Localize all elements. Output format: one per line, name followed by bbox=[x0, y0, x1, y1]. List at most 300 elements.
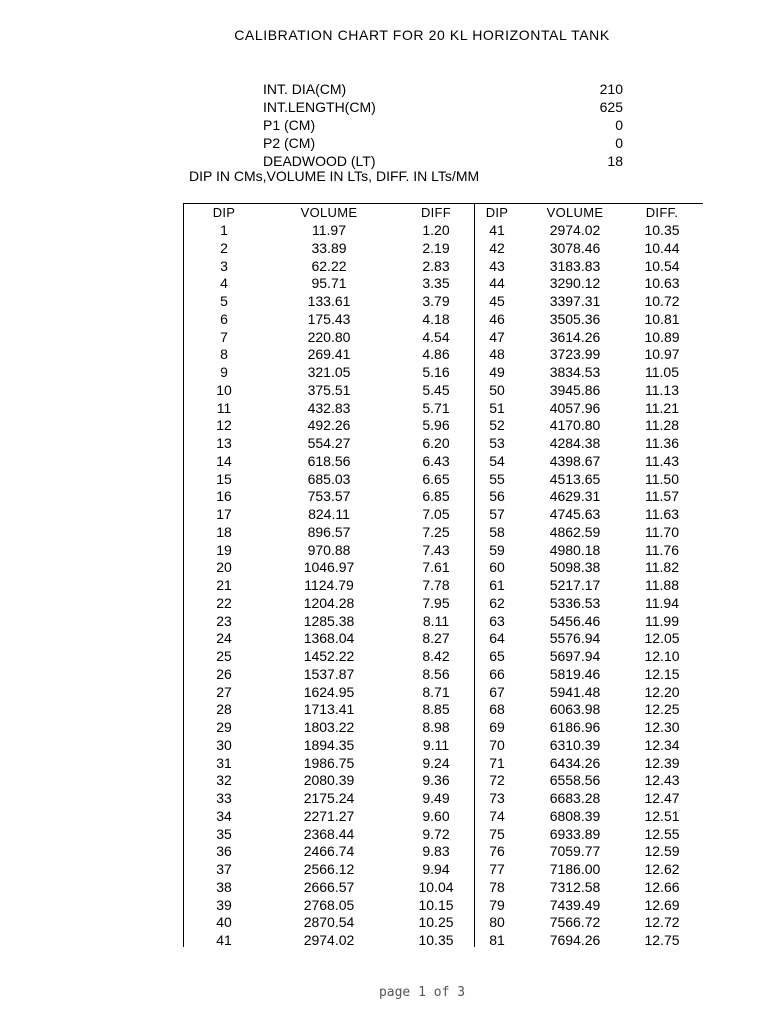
cell-diff-left: 6.85 bbox=[422, 488, 450, 505]
cell-volume-left: 269.41 bbox=[307, 346, 351, 363]
cell-dip-left: 13 bbox=[216, 435, 232, 451]
table-row bbox=[0, 647, 768, 665]
cell-volume-right: 4745.63 bbox=[549, 506, 601, 522]
cell-dip-left: 12 bbox=[216, 417, 232, 434]
cell-diff-right: 12.55 bbox=[644, 825, 680, 842]
cell-dip-left: 6 bbox=[220, 310, 228, 327]
table-row bbox=[0, 381, 768, 399]
cell-dip-left: 1 bbox=[220, 222, 228, 238]
cell-diff-right: 10.54 bbox=[644, 257, 680, 274]
cell-diff-left: 5.16 bbox=[422, 364, 450, 380]
cell-diff-left: 8.85 bbox=[422, 701, 450, 718]
cell-dip-right: 50 bbox=[489, 381, 505, 398]
cell-volume-right: 5697.94 bbox=[549, 648, 601, 664]
cell-diff-left: 9.36 bbox=[422, 772, 450, 789]
cell-dip-left: 10 bbox=[216, 381, 232, 398]
page-title: CALIBRATION CHART FOR 20 KL HORIZONTAL TANK bbox=[234, 27, 610, 43]
cell-volume-right: 7312.58 bbox=[549, 878, 601, 895]
table-row bbox=[0, 470, 768, 488]
header-dip-right: DIP bbox=[485, 205, 509, 220]
cell-volume-left: 1986.75 bbox=[303, 754, 355, 771]
cell-diff-left: 5.96 bbox=[422, 417, 450, 434]
cell-volume-right: 3397.31 bbox=[549, 293, 601, 309]
cell-volume-right: 3078.46 bbox=[549, 239, 601, 256]
table-row bbox=[0, 416, 768, 434]
cell-dip-right: 61 bbox=[489, 577, 505, 593]
cell-diff-right: 12.34 bbox=[644, 736, 680, 753]
cell-volume-left: 1046.97 bbox=[303, 559, 355, 576]
cell-volume-right: 7439.49 bbox=[549, 896, 601, 913]
cell-diff-right: 10.63 bbox=[644, 275, 680, 292]
table-row bbox=[0, 274, 768, 292]
table-row bbox=[0, 629, 768, 647]
table-row bbox=[0, 860, 768, 878]
table-row bbox=[0, 825, 768, 843]
cell-volume-left: 1713.41 bbox=[303, 701, 355, 718]
cell-dip-right: 49 bbox=[489, 364, 505, 380]
cell-diff-right: 12.30 bbox=[644, 719, 680, 735]
cell-volume-left: 554.27 bbox=[307, 435, 351, 451]
cell-volume-right: 5217.17 bbox=[549, 577, 601, 593]
cell-dip-right: 59 bbox=[489, 541, 505, 558]
parameter-value: 18 bbox=[607, 153, 623, 169]
table-row bbox=[0, 328, 768, 346]
cell-dip-right: 43 bbox=[489, 257, 505, 274]
cell-dip-right: 68 bbox=[489, 701, 505, 718]
cell-diff-right: 11.94 bbox=[645, 594, 679, 611]
cell-volume-left: 11.97 bbox=[312, 222, 346, 238]
cell-diff-left: 9.49 bbox=[422, 790, 450, 806]
cell-dip-right: 56 bbox=[489, 488, 505, 505]
cell-diff-right: 12.15 bbox=[644, 665, 680, 682]
cell-volume-right: 4629.31 bbox=[549, 488, 601, 505]
cell-diff-left: 2.19 bbox=[422, 239, 450, 256]
table-row bbox=[0, 399, 768, 417]
cell-diff-left: 4.18 bbox=[422, 310, 450, 327]
cell-volume-left: 220.80 bbox=[307, 328, 351, 345]
cell-dip-left: 4 bbox=[220, 275, 228, 292]
cell-dip-left: 8 bbox=[220, 346, 228, 363]
cell-dip-left: 14 bbox=[216, 452, 232, 469]
cell-volume-left: 2974.02 bbox=[303, 932, 355, 948]
table-row bbox=[0, 807, 768, 825]
table-row bbox=[0, 434, 768, 452]
header-volume-left: VOLUME bbox=[300, 205, 358, 220]
cell-diff-right: 12.39 bbox=[644, 754, 680, 771]
cell-dip-right: 52 bbox=[489, 417, 505, 434]
parameter-value: 210 bbox=[599, 81, 623, 97]
cell-dip-left: 36 bbox=[216, 843, 232, 860]
cell-volume-left: 1803.22 bbox=[303, 719, 355, 735]
table-row bbox=[0, 292, 768, 310]
table-row bbox=[0, 239, 768, 257]
cell-volume-right: 7059.77 bbox=[549, 843, 601, 860]
page-footer: page 1 of 3 bbox=[378, 985, 466, 1000]
cell-dip-right: 41 bbox=[489, 222, 505, 238]
cell-volume-left: 970.88 bbox=[307, 541, 351, 558]
cell-dip-left: 3 bbox=[220, 257, 228, 274]
cell-diff-left: 8.71 bbox=[422, 683, 450, 700]
cell-dip-right: 79 bbox=[489, 896, 505, 913]
parameter-value: 0 bbox=[615, 117, 623, 133]
parameter-row bbox=[263, 98, 623, 116]
table-row bbox=[0, 310, 768, 328]
cell-volume-left: 753.57 bbox=[307, 488, 351, 505]
table-row bbox=[0, 842, 768, 860]
cell-diff-left: 9.11 bbox=[422, 736, 450, 753]
cell-volume-right: 6683.28 bbox=[549, 790, 601, 806]
cell-dip-right: 62 bbox=[489, 594, 505, 611]
cell-dip-right: 77 bbox=[489, 861, 505, 877]
cell-dip-left: 32 bbox=[216, 772, 232, 789]
cell-dip-right: 54 bbox=[489, 452, 505, 469]
cell-volume-right: 7566.72 bbox=[549, 914, 601, 931]
cell-diff-right: 12.72 bbox=[644, 914, 680, 931]
cell-dip-right: 66 bbox=[489, 665, 505, 682]
cell-dip-left: 7 bbox=[220, 328, 228, 345]
cell-diff-left: 1.20 bbox=[422, 222, 450, 238]
cell-volume-right: 5098.38 bbox=[549, 559, 601, 576]
cell-volume-left: 2566.12 bbox=[303, 861, 355, 877]
cell-diff-right: 12.69 bbox=[644, 896, 680, 913]
cell-dip-left: 40 bbox=[216, 914, 232, 931]
table-row bbox=[0, 523, 768, 541]
cell-volume-right: 4057.96 bbox=[549, 399, 601, 416]
cell-volume-left: 1894.35 bbox=[303, 736, 355, 753]
cell-volume-right: 6933.89 bbox=[549, 825, 601, 842]
cell-diff-left: 3.79 bbox=[422, 293, 450, 309]
cell-diff-right: 11.63 bbox=[645, 506, 679, 522]
table-row bbox=[0, 505, 768, 523]
parameter-row bbox=[263, 80, 623, 98]
cell-volume-right: 6808.39 bbox=[549, 807, 601, 824]
cell-diff-left: 8.56 bbox=[422, 665, 450, 682]
cell-dip-left: 16 bbox=[216, 488, 232, 505]
cell-diff-left: 8.42 bbox=[422, 648, 450, 664]
cell-dip-right: 67 bbox=[489, 683, 505, 700]
cell-dip-right: 46 bbox=[489, 310, 505, 327]
cell-diff-left: 10.15 bbox=[418, 896, 454, 913]
cell-volume-left: 1285.38 bbox=[303, 612, 355, 629]
cell-dip-left: 11 bbox=[216, 399, 232, 416]
cell-diff-right: 12.20 bbox=[644, 683, 680, 700]
cell-volume-right: 6063.98 bbox=[549, 701, 601, 718]
cell-diff-left: 9.60 bbox=[422, 807, 450, 824]
parameter-value: 0 bbox=[615, 135, 623, 151]
cell-dip-left: 9 bbox=[220, 364, 228, 380]
cell-diff-left: 5.71 bbox=[422, 399, 450, 416]
cell-volume-right: 5941.48 bbox=[549, 683, 601, 700]
cell-diff-right: 11.28 bbox=[645, 417, 679, 434]
cell-dip-left: 20 bbox=[216, 559, 232, 576]
table-row bbox=[0, 931, 768, 949]
cell-dip-left: 39 bbox=[216, 896, 232, 913]
cell-volume-right: 3614.26 bbox=[549, 328, 601, 345]
cell-dip-right: 47 bbox=[489, 328, 505, 345]
parameter-row bbox=[263, 116, 623, 134]
cell-diff-right: 12.10 bbox=[644, 648, 680, 664]
table-row bbox=[0, 558, 768, 576]
cell-volume-right: 5336.53 bbox=[549, 594, 601, 611]
cell-diff-right: 12.47 bbox=[644, 790, 680, 806]
cell-dip-left: 21 bbox=[216, 577, 232, 593]
cell-dip-right: 78 bbox=[489, 878, 505, 895]
cell-diff-right: 11.76 bbox=[645, 541, 679, 558]
table-row bbox=[0, 257, 768, 275]
cell-volume-left: 2666.57 bbox=[303, 878, 355, 895]
cell-dip-left: 26 bbox=[216, 665, 232, 682]
cell-volume-right: 4170.80 bbox=[549, 417, 601, 434]
table-row bbox=[0, 789, 768, 807]
cell-dip-right: 60 bbox=[489, 559, 505, 576]
table-row bbox=[0, 718, 768, 736]
parameter-value: 625 bbox=[599, 99, 623, 115]
cell-diff-right: 11.43 bbox=[645, 452, 679, 469]
table-row bbox=[0, 345, 768, 363]
parameter-label: DEADWOOD (LT) bbox=[263, 153, 376, 169]
units-note: DIP IN CMs,VOLUME IN LTs, DIFF. IN LTs/MM bbox=[189, 168, 480, 184]
cell-diff-right: 12.43 bbox=[644, 772, 680, 789]
cell-dip-right: 73 bbox=[489, 790, 505, 806]
cell-volume-left: 1452.22 bbox=[303, 648, 355, 664]
cell-diff-left: 10.35 bbox=[418, 932, 454, 948]
table-top-rule bbox=[183, 203, 703, 204]
cell-dip-right: 44 bbox=[489, 275, 505, 292]
cell-volume-left: 492.26 bbox=[307, 417, 351, 434]
cell-volume-left: 33.89 bbox=[311, 239, 347, 256]
cell-diff-right: 10.72 bbox=[644, 293, 680, 309]
cell-diff-left: 4.54 bbox=[422, 328, 450, 345]
cell-volume-left: 1124.79 bbox=[304, 577, 354, 593]
cell-diff-left: 7.61 bbox=[422, 559, 450, 576]
header-volume-right: VOLUME bbox=[546, 205, 604, 220]
cell-volume-left: 375.51 bbox=[307, 381, 351, 398]
cell-volume-left: 824.11 bbox=[308, 506, 350, 522]
cell-dip-left: 22 bbox=[216, 594, 232, 611]
parameter-label: P2 (CM) bbox=[263, 135, 316, 151]
cell-volume-right: 3183.83 bbox=[549, 257, 601, 274]
cell-volume-right: 3723.99 bbox=[549, 346, 601, 363]
cell-dip-left: 18 bbox=[216, 523, 232, 540]
cell-diff-right: 12.75 bbox=[644, 932, 680, 948]
cell-diff-left: 6.20 bbox=[422, 435, 450, 451]
cell-volume-right: 7694.26 bbox=[549, 932, 601, 948]
cell-dip-right: 63 bbox=[489, 612, 505, 629]
cell-volume-right: 4862.59 bbox=[549, 523, 601, 540]
cell-volume-right: 3505.36 bbox=[549, 310, 601, 327]
parameter-row bbox=[263, 134, 623, 152]
table-row bbox=[0, 913, 768, 931]
cell-volume-right: 6558.56 bbox=[549, 772, 601, 789]
cell-dip-left: 34 bbox=[216, 807, 232, 824]
table-row bbox=[0, 541, 768, 559]
parameter-label: P1 (CM) bbox=[263, 117, 316, 133]
cell-dip-left: 17 bbox=[216, 506, 232, 522]
cell-diff-right: 10.97 bbox=[644, 346, 680, 363]
cell-diff-right: 12.66 bbox=[644, 878, 680, 895]
cell-volume-left: 2175.24 bbox=[303, 790, 355, 806]
cell-dip-right: 48 bbox=[489, 346, 505, 363]
cell-diff-left: 7.95 bbox=[422, 594, 450, 611]
cell-diff-right: 10.35 bbox=[644, 222, 680, 238]
cell-diff-right: 11.99 bbox=[645, 612, 679, 629]
table-row bbox=[0, 221, 768, 239]
header-diff-left: DIFF bbox=[420, 205, 452, 220]
cell-dip-left: 25 bbox=[216, 648, 232, 664]
cell-dip-right: 57 bbox=[489, 506, 505, 522]
cell-diff-right: 11.82 bbox=[645, 559, 679, 576]
cell-volume-left: 2466.74 bbox=[303, 843, 355, 860]
cell-diff-right: 11.50 bbox=[645, 470, 679, 487]
cell-diff-left: 7.43 bbox=[422, 541, 450, 558]
cell-diff-right: 11.57 bbox=[645, 488, 679, 505]
cell-dip-left: 29 bbox=[216, 719, 232, 735]
table-row bbox=[0, 594, 768, 612]
cell-dip-right: 71 bbox=[489, 754, 505, 771]
cell-volume-right: 5576.94 bbox=[549, 630, 601, 647]
cell-diff-right: 12.05 bbox=[644, 630, 680, 647]
cell-volume-left: 618.56 bbox=[307, 452, 351, 469]
cell-volume-right: 5819.46 bbox=[549, 665, 601, 682]
cell-dip-right: 81 bbox=[489, 932, 505, 948]
table-row bbox=[0, 736, 768, 754]
cell-dip-right: 76 bbox=[489, 843, 505, 860]
cell-dip-left: 19 bbox=[216, 541, 232, 558]
cell-volume-left: 1624.95 bbox=[303, 683, 355, 700]
cell-diff-right: 11.70 bbox=[645, 523, 679, 540]
cell-dip-right: 64 bbox=[489, 630, 505, 647]
cell-volume-right: 7186.00 bbox=[549, 861, 601, 877]
cell-diff-right: 11.36 bbox=[645, 435, 679, 451]
cell-dip-right: 55 bbox=[489, 470, 505, 487]
cell-diff-left: 10.25 bbox=[418, 914, 454, 931]
table-row bbox=[0, 612, 768, 630]
cell-volume-left: 175.43 bbox=[307, 310, 351, 327]
parameter-label: INT. DIA(CM) bbox=[263, 81, 347, 97]
cell-diff-right: 11.88 bbox=[645, 577, 679, 593]
table-row bbox=[0, 452, 768, 470]
cell-diff-right: 12.62 bbox=[644, 861, 680, 877]
cell-diff-right: 10.44 bbox=[644, 239, 680, 256]
cell-dip-right: 69 bbox=[489, 719, 505, 735]
cell-diff-left: 8.98 bbox=[422, 719, 450, 735]
cell-diff-left: 8.11 bbox=[422, 612, 450, 629]
cell-diff-left: 7.05 bbox=[422, 506, 450, 522]
cell-volume-left: 432.83 bbox=[307, 399, 351, 416]
cell-dip-right: 58 bbox=[489, 523, 505, 540]
cell-dip-left: 30 bbox=[216, 736, 232, 753]
header-dip-left: DIP bbox=[212, 205, 236, 220]
cell-volume-left: 321.05 bbox=[307, 364, 351, 380]
cell-dip-left: 35 bbox=[216, 825, 232, 842]
cell-diff-right: 12.59 bbox=[644, 843, 680, 860]
cell-volume-left: 2768.05 bbox=[303, 896, 355, 913]
cell-dip-left: 5 bbox=[220, 293, 228, 309]
cell-volume-right: 3945.86 bbox=[549, 381, 601, 398]
cell-dip-left: 28 bbox=[216, 701, 232, 718]
cell-dip-right: 70 bbox=[489, 736, 505, 753]
header-diff-right: DIFF. bbox=[645, 205, 679, 220]
cell-diff-left: 6.65 bbox=[422, 470, 450, 487]
cell-dip-left: 38 bbox=[216, 878, 232, 895]
cell-volume-right: 6310.39 bbox=[549, 736, 601, 753]
cell-dip-right: 53 bbox=[489, 435, 505, 451]
cell-dip-left: 41 bbox=[216, 932, 232, 948]
cell-dip-right: 42 bbox=[489, 239, 505, 256]
cell-volume-right: 6434.26 bbox=[549, 754, 601, 771]
cell-dip-left: 23 bbox=[216, 612, 232, 629]
cell-dip-right: 45 bbox=[489, 293, 505, 309]
cell-diff-right: 12.51 bbox=[644, 807, 680, 824]
cell-diff-right: 12.25 bbox=[644, 701, 680, 718]
cell-dip-left: 24 bbox=[216, 630, 232, 647]
parameter-label: INT.LENGTH(CM) bbox=[263, 99, 376, 115]
table-row bbox=[0, 665, 768, 683]
cell-volume-right: 4398.67 bbox=[549, 452, 601, 469]
table-row bbox=[0, 878, 768, 896]
table-row bbox=[0, 896, 768, 914]
cell-volume-right: 3290.12 bbox=[549, 275, 601, 292]
cell-volume-right: 2974.02 bbox=[549, 222, 601, 238]
cell-dip-right: 51 bbox=[489, 399, 505, 416]
cell-dip-right: 74 bbox=[489, 807, 505, 824]
cell-volume-left: 2870.54 bbox=[303, 914, 355, 931]
cell-diff-left: 6.43 bbox=[422, 452, 450, 469]
cell-volume-left: 62.22 bbox=[311, 257, 347, 274]
cell-volume-left: 2080.39 bbox=[303, 772, 355, 789]
cell-volume-right: 6186.96 bbox=[549, 719, 601, 735]
cell-volume-left: 896.57 bbox=[307, 523, 351, 540]
cell-diff-left: 7.25 bbox=[422, 523, 450, 540]
cell-diff-left: 7.78 bbox=[422, 577, 450, 593]
cell-diff-right: 11.13 bbox=[645, 381, 679, 398]
table-row bbox=[0, 754, 768, 772]
cell-diff-left: 9.83 bbox=[422, 843, 450, 860]
cell-volume-right: 4980.18 bbox=[549, 541, 601, 558]
cell-diff-right: 11.05 bbox=[645, 364, 679, 380]
cell-dip-left: 33 bbox=[216, 790, 232, 806]
cell-diff-left: 3.35 bbox=[422, 275, 450, 292]
cell-diff-right: 10.81 bbox=[644, 310, 680, 327]
cell-volume-left: 133.61 bbox=[307, 293, 351, 309]
cell-dip-right: 65 bbox=[489, 648, 505, 664]
cell-diff-left: 9.72 bbox=[422, 825, 450, 842]
cell-diff-right: 11.21 bbox=[645, 399, 679, 416]
cell-volume-right: 4284.38 bbox=[549, 435, 601, 451]
cell-diff-left: 9.94 bbox=[422, 861, 450, 877]
cell-diff-left: 5.45 bbox=[422, 381, 450, 398]
cell-volume-left: 2271.27 bbox=[303, 807, 355, 824]
cell-volume-left: 2368.44 bbox=[303, 825, 355, 842]
cell-diff-left: 8.27 bbox=[422, 630, 450, 647]
cell-dip-left: 2 bbox=[220, 239, 228, 256]
table-row bbox=[0, 683, 768, 701]
cell-volume-right: 5456.46 bbox=[549, 612, 601, 629]
cell-diff-left: 4.86 bbox=[422, 346, 450, 363]
cell-volume-left: 95.71 bbox=[311, 275, 347, 292]
cell-dip-right: 75 bbox=[489, 825, 505, 842]
cell-dip-left: 27 bbox=[216, 683, 232, 700]
table-row bbox=[0, 771, 768, 789]
cell-volume-right: 4513.65 bbox=[549, 470, 601, 487]
table-row bbox=[0, 363, 768, 381]
cell-volume-left: 685.03 bbox=[307, 470, 351, 487]
cell-dip-left: 31 bbox=[216, 754, 232, 771]
cell-volume-left: 1537.87 bbox=[303, 665, 355, 682]
cell-dip-left: 15 bbox=[216, 470, 232, 487]
cell-volume-left: 1204.28 bbox=[303, 594, 355, 611]
table-row bbox=[0, 487, 768, 505]
